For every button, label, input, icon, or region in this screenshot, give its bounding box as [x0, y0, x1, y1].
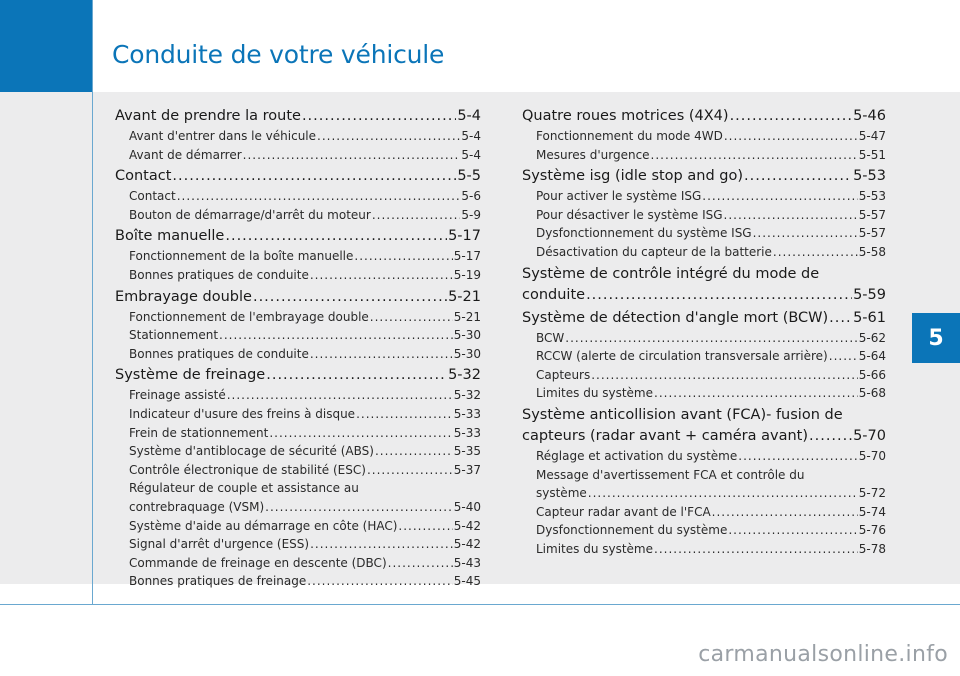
page-number: 5-53 — [853, 168, 886, 185]
page-number: 5-61 — [853, 309, 886, 326]
page-number: 5-59 — [853, 286, 886, 303]
toc-left-column — [115, 106, 481, 593]
page-number: 5-21 — [448, 288, 481, 305]
dot-leader — [753, 224, 858, 243]
dot-leader — [388, 554, 453, 573]
entry-label: Avant d'entrer dans le véhicule — [129, 129, 317, 143]
entry-label: Bonnes pratiques de conduite — [129, 267, 309, 282]
entry-label: Boîte manuelle — [115, 228, 225, 245]
dot-leader — [219, 326, 453, 345]
entry-label: Dysfonctionnement du système — [536, 523, 728, 538]
entry-label: Limites du système — [536, 541, 653, 556]
dot-leader — [243, 146, 461, 165]
section-title-entry[interactable] — [522, 426, 886, 447]
toc-subentry[interactable] — [129, 187, 481, 206]
entry-label: Avant de prendre la route — [115, 108, 301, 124]
dot-leader — [370, 308, 453, 327]
entry-label: Contact — [129, 189, 176, 204]
dot-leader — [744, 166, 852, 187]
entry-label: Désactivation du capteur de la batterie — [536, 244, 772, 259]
page-number: 5-9 — [461, 207, 481, 222]
page-number: 5-35 — [453, 444, 481, 459]
section-title-entry[interactable] — [522, 285, 886, 306]
toc-subentry[interactable] — [129, 442, 481, 461]
section-title-entry[interactable] — [115, 226, 481, 247]
dot-leader — [829, 347, 858, 366]
entry-label: Contact — [115, 168, 172, 185]
entry-label: Fonctionnement de l'embrayage double — [129, 309, 369, 324]
page-number: 5-76 — [858, 523, 886, 538]
entry-label: Stationnement — [129, 328, 219, 343]
page-number: 5-32 — [453, 388, 481, 403]
page-number: 5-46 — [853, 108, 886, 124]
right-section — [522, 308, 886, 403]
section-title-line: Système anticollision avant (FCA)- fusion de — [522, 406, 843, 423]
toc-subentry[interactable] — [129, 308, 481, 327]
dot-leader — [728, 521, 857, 540]
entry-label: Fonctionnement du mode 4WD — [536, 129, 723, 143]
dot-leader — [356, 405, 453, 424]
entry-label: Réglage et activation du système — [536, 448, 738, 463]
dot-leader — [398, 517, 452, 536]
corner-block — [0, 0, 92, 92]
entry-label: Dysfonctionnement du système ISG — [536, 226, 752, 241]
entry-label: Limites du système — [536, 386, 653, 401]
section-title-line: Système de contrôle intégré du mode de — [522, 265, 820, 282]
page-number: 5-17 — [453, 249, 481, 264]
page-number: 5-42 — [453, 518, 481, 533]
toc-subentry[interactable] — [129, 127, 481, 146]
page-number: 5-42 — [453, 537, 481, 552]
page-number: 5-43 — [453, 555, 481, 570]
toc-subentry[interactable] — [129, 146, 481, 165]
toc-subentry[interactable] — [536, 540, 886, 559]
dot-leader — [266, 365, 447, 386]
page-number: 5-74 — [858, 504, 886, 519]
toc-subentry[interactable] — [536, 347, 886, 366]
subsection-list — [522, 187, 886, 261]
dot-leader — [738, 447, 858, 466]
dot-leader — [317, 127, 460, 146]
left-section — [115, 287, 481, 364]
dot-leader — [712, 503, 858, 522]
right-section — [522, 264, 886, 306]
page-number: 5-17 — [448, 228, 481, 245]
page-number: 5-5 — [457, 168, 481, 185]
toc-subentry[interactable] — [129, 554, 481, 573]
dot-leader — [310, 345, 453, 364]
left-section — [115, 226, 481, 284]
entry-label: Système d'aide au démarrage en côte (HAC) — [129, 518, 398, 533]
dot-leader — [724, 127, 858, 146]
entry-label: Pour activer le système ISG — [536, 189, 702, 204]
right-section — [522, 106, 886, 164]
subentry-label-line: Régulateur de couple et assistance au — [129, 481, 359, 496]
toc-subentry[interactable] — [129, 405, 481, 424]
subsection-list — [522, 447, 886, 559]
entry-label: Bonnes pratiques de freinage — [129, 574, 307, 589]
dot-leader — [586, 285, 852, 306]
page-number: 5-68 — [858, 386, 886, 401]
page-number: 5-37 — [453, 462, 481, 477]
subentry-label-line: Message d'avertissement FCA et contrôle du — [536, 467, 805, 482]
entry-label: Mesures d'urgence — [536, 147, 650, 162]
page-number: 5-47 — [858, 129, 886, 143]
toc-subentry[interactable] — [536, 146, 886, 165]
toc-subentry[interactable] — [129, 572, 481, 591]
subsection-list — [115, 308, 481, 364]
entry-label: système — [536, 486, 587, 501]
entry-label: Système d'antiblocage de sécurité (ABS) — [129, 444, 374, 459]
page-number: 5-72 — [858, 486, 886, 501]
toc-subentry[interactable] — [129, 247, 481, 266]
subsection-list — [115, 386, 481, 591]
page-number: 5-53 — [858, 189, 886, 204]
entry-label: Quatre roues motrices (4X4) — [522, 108, 729, 124]
entry-label: Embrayage double — [115, 288, 252, 305]
dot-leader — [375, 442, 453, 461]
toc-subentry[interactable] — [536, 243, 886, 262]
toc-subentry[interactable] — [129, 535, 481, 554]
toc-subentry[interactable] — [536, 447, 886, 466]
entry-label: BCW — [536, 330, 565, 345]
toc-subentry[interactable] — [129, 266, 481, 285]
entry-label: Système de freinage — [115, 367, 266, 384]
entry-label: Système de détection d'angle mort (BCW) — [522, 309, 829, 326]
page-number: 5-40 — [453, 499, 481, 514]
entry-label: Frein de stationnement — [129, 425, 269, 440]
dot-leader — [654, 540, 858, 559]
section-title-entry[interactable] — [115, 365, 481, 386]
dot-leader — [225, 226, 447, 247]
page-number: 5-45 — [453, 574, 481, 589]
dot-leader — [565, 329, 858, 348]
entry-label: Avant de démarrer — [129, 147, 242, 162]
page-number: 5-4 — [461, 147, 481, 162]
horizontal-rule — [0, 604, 960, 605]
dot-leader — [591, 366, 858, 385]
entry-label: Bonnes pratiques de conduite — [129, 346, 309, 361]
toc-subentry[interactable] — [129, 498, 481, 517]
dot-leader — [354, 247, 452, 266]
toc-subentry[interactable] — [129, 326, 481, 345]
dot-leader — [651, 146, 858, 165]
section-title-entry[interactable] — [115, 287, 481, 308]
page-number: 5-64 — [858, 349, 886, 364]
toc-subentry[interactable] — [536, 224, 886, 243]
entry-label: Capteur radar avant de l'FCA — [536, 504, 711, 519]
dot-leader — [310, 266, 453, 285]
section-title-entry[interactable] — [115, 166, 481, 187]
entry-label: Indicateur d'usure des freins à disque — [129, 406, 356, 421]
entry-label: conduite — [522, 286, 586, 303]
dot-leader — [730, 106, 853, 127]
dot-leader — [829, 308, 852, 329]
left-section — [115, 166, 481, 224]
entry-label: capteurs (radar avant + caméra avant) — [522, 427, 808, 444]
page-number: 5-32 — [448, 367, 481, 384]
dot-leader — [809, 426, 852, 447]
dot-leader — [307, 572, 453, 591]
page-number: 5-4 — [457, 108, 481, 124]
entry-label: Fonctionnement de la boîte manuelle — [129, 249, 354, 264]
page-number: 5-21 — [453, 309, 481, 324]
page-title: Conduite de votre véhicule — [112, 40, 445, 69]
dot-leader — [310, 535, 453, 554]
page-number: 5-30 — [453, 346, 481, 361]
dot-leader — [302, 106, 456, 127]
section-title-entry[interactable] — [115, 106, 481, 127]
toc-subentry[interactable] — [536, 206, 886, 225]
right-section — [522, 405, 886, 559]
toc-subentry[interactable] — [129, 345, 481, 364]
subsection-list — [522, 127, 886, 164]
dot-leader — [588, 484, 858, 503]
section-title-entry[interactable] — [522, 166, 886, 187]
dot-leader — [253, 287, 447, 308]
toc-subentry[interactable] — [129, 206, 481, 225]
entry-label: Signal d'arrêt d'urgence (ESS) — [129, 537, 310, 552]
dot-leader — [702, 187, 857, 206]
page-number: 5-62 — [858, 330, 886, 345]
subsection-list — [115, 187, 481, 224]
toc-subentry[interactable] — [129, 517, 481, 536]
dot-leader — [724, 206, 858, 225]
dot-leader — [177, 187, 461, 206]
dot-leader — [265, 498, 453, 517]
subsection-list — [115, 247, 481, 284]
left-section — [115, 365, 481, 591]
entry-label: Commande de freinage en descente (DBC) — [129, 555, 387, 570]
subsection-list — [522, 329, 886, 403]
page-number: 5-33 — [453, 406, 481, 421]
page-number: 5-57 — [858, 226, 886, 241]
section-title-entry[interactable] — [522, 308, 886, 329]
subsection-list — [115, 127, 481, 164]
toc-subentry[interactable] — [536, 329, 886, 348]
left-section — [115, 106, 481, 164]
entry-label: Système isg (idle stop and go) — [522, 168, 743, 185]
dot-leader — [172, 166, 456, 187]
entry-label: Freinage assisté — [129, 388, 226, 403]
dot-leader — [654, 384, 858, 403]
entry-label: Contrôle électronique de stabilité (ESC) — [129, 462, 366, 477]
entry-label: RCCW (alerte de circulation transversale arrière) — [536, 349, 828, 364]
page-number: 5-51 — [858, 147, 886, 162]
page-number: 5-78 — [858, 541, 886, 556]
toc-subentry[interactable] — [536, 521, 886, 540]
page-number: 5-4 — [461, 129, 481, 143]
entry-label: contrebraquage (VSM) — [129, 499, 265, 514]
dot-leader — [227, 386, 453, 405]
toc-subentry[interactable] — [536, 484, 886, 503]
page-number: 5-70 — [858, 448, 886, 463]
page-number: 5-58 — [858, 244, 886, 259]
page-number: 5-57 — [858, 207, 886, 222]
section-title-entry[interactable] — [522, 106, 886, 127]
toc-subentry[interactable] — [536, 503, 886, 522]
page-number: 5-33 — [453, 425, 481, 440]
page-number: 5-66 — [858, 367, 886, 382]
vertical-rule — [92, 0, 93, 604]
toc-subentry[interactable] — [536, 384, 886, 403]
dot-leader — [773, 243, 858, 262]
page-number: 5-30 — [453, 328, 481, 343]
toc-subentry[interactable] — [129, 461, 481, 480]
entry-label: Bouton de démarrage/d'arrêt du moteur — [129, 207, 371, 222]
toc-subentry[interactable] — [129, 424, 481, 443]
entry-label: Capteurs — [536, 367, 591, 382]
toc-subentry[interactable] — [536, 127, 886, 146]
toc-subentry[interactable] — [129, 386, 481, 405]
page-number: 5-19 — [453, 267, 481, 282]
toc-subentry[interactable] — [536, 366, 886, 385]
page-number: 5-6 — [461, 189, 481, 204]
dot-leader — [367, 461, 453, 480]
dot-leader — [269, 424, 452, 443]
toc-subentry[interactable] — [536, 187, 886, 206]
chapter-tab[interactable]: 5 — [912, 313, 960, 363]
page-number: 5-70 — [853, 427, 886, 444]
watermark: carmanualsonline.info — [698, 642, 948, 667]
right-section — [522, 166, 886, 261]
entry-label: Pour désactiver le système ISG — [536, 207, 723, 222]
toc-right-column — [522, 106, 886, 561]
dot-leader — [372, 206, 461, 225]
